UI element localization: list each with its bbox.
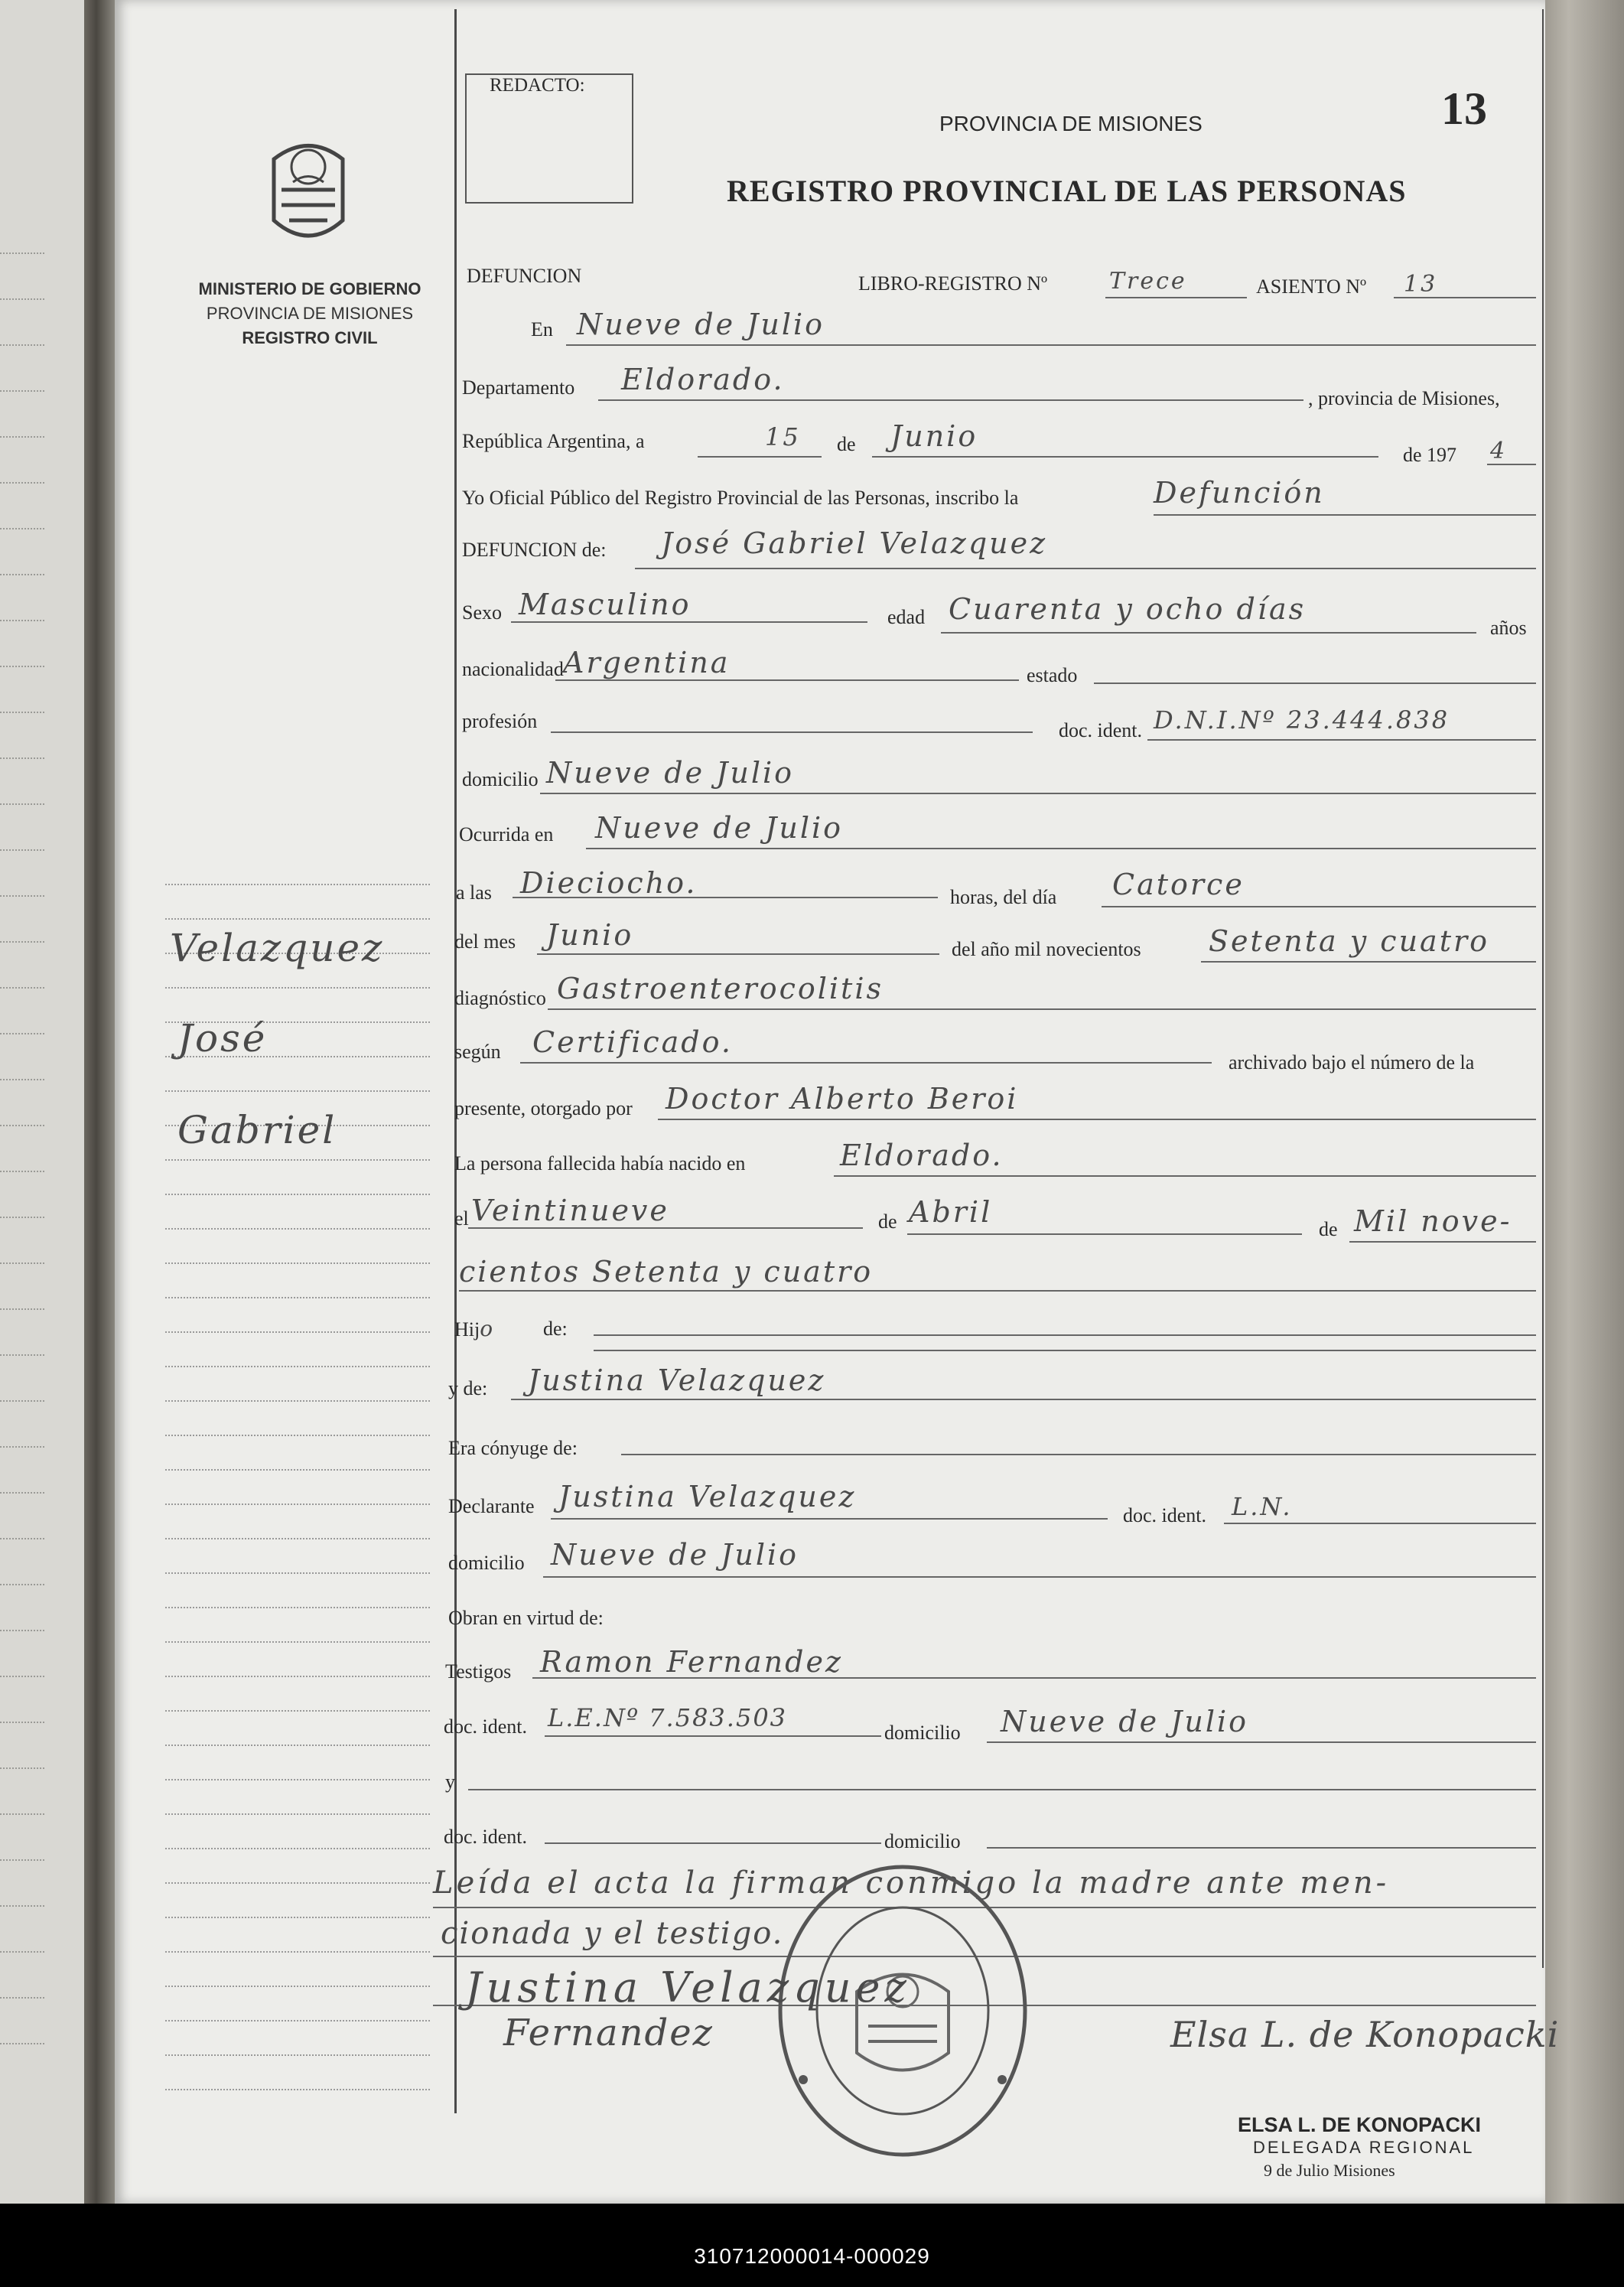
departamento-value: Eldorado. [621,363,785,396]
estado-label: estado [1027,664,1078,686]
nacido-value: Eldorado. [840,1139,1004,1172]
day-value: 15 [765,422,801,451]
testigo-doc-label: doc. ident. [444,1715,528,1738]
ano-value: Setenta y cuatro [1209,924,1490,958]
hijo-prefix: Hij [454,1318,480,1341]
stamp-name: ELSA L. DE KONOPACKI [1238,2113,1482,2136]
testigos-label: Testigos [445,1660,512,1683]
stamp-place: 9 de Julio Misiones [1264,2161,1395,2180]
birth-month-value: Abril [909,1195,993,1229]
defuncion-de-label: DEFUNCION de: [462,539,607,561]
defuncion-label: DEFUNCION [467,265,582,287]
ministry-line-1: MINISTERIO DE GOBIERNO [198,279,421,298]
profesion-label: profesión [462,710,538,732]
sexo-label: Sexo [462,601,502,624]
de-label-3: de [1319,1218,1338,1240]
a-las-value: Dieciocho. [520,866,698,900]
en-label: En [531,318,553,340]
el-label: el [454,1207,469,1230]
y-de-value: Justina Velazquez [528,1363,826,1397]
ministry-line-3: REGISTRO CIVIL [242,328,378,347]
provincia-text: , provincia de Misiones, [1308,387,1500,409]
ocurrida-label: Ocurrida en [459,823,554,845]
domicilio-value: Nueve de Julio [546,756,795,790]
right-rule [1542,9,1544,1968]
doc-ident-label: doc. ident. [1059,719,1143,741]
nacionalidad-label: nacionalidad [462,658,564,680]
presente-value: Doctor Alberto Beroi [666,1082,1019,1116]
hijo-de-label: de: [543,1318,568,1340]
year-label: de 197 [1403,444,1457,466]
declarante-value: Justina Velazquez [558,1480,857,1513]
footer-id: 310712000014-000029 [694,2244,930,2268]
margin-note-name-2: Gabriel [177,1108,337,1152]
domicilio-2-value: Nueve de Julio [551,1538,799,1572]
declarante-label: Declarante [448,1495,535,1517]
margin-note-name-1: José [177,1016,268,1060]
closing-line-2: cionada y el testigo. [441,1916,784,1951]
closing-line-1: Leída el acta la firman conmigo la madre ante men- [433,1865,1390,1901]
signature-left [465,1963,911,2054]
edad-value: Cuarenta y ocho días [949,592,1307,626]
defuncion-de-value: José Gabriel Velazquez [661,526,1048,560]
a-las-label: a las [456,881,492,904]
en-value: Nueve de Julio [577,308,825,341]
diagnostico-value: Gastroenterocolitis [557,972,884,1005]
signature-right: Elsa L. de Konopacki [1170,2014,1560,2055]
horas-label: horas, del día [950,886,1057,908]
registry-title: REGISTRO PROVINCIAL DE LAS PERSONAS [727,174,1407,208]
conyuge-label: Era cónyuge de: [448,1437,578,1459]
hijo-suffix: o [480,1316,493,1341]
del-ano-label: del año mil novecientos [952,938,1141,960]
testigos-value: Ramon Fernandez [540,1645,843,1679]
domicilio-label: domicilio [462,768,539,790]
left-page-edge [0,0,90,2204]
de-label: de [837,433,856,455]
asiento-value: 13 [1404,271,1438,298]
asiento-label: ASIENTO Nº [1256,275,1367,298]
year-value: 4 [1490,438,1508,464]
birth-year-value-1: Mil nove- [1354,1204,1512,1238]
ministry-block [176,277,444,350]
inscribo-value: Defunción [1154,476,1325,510]
republica-label: República Argentina, a [462,430,645,452]
signature-left-2: Fernandez [503,2012,714,2054]
doc-ident-2-label: doc. ident. [444,1826,528,1848]
dia-value: Catorce [1112,868,1245,901]
departamento-label: Departamento [462,376,575,399]
edad-label: edad [887,606,926,628]
declarante-doc-value: L.N. [1232,1492,1293,1521]
y-label: y [445,1771,455,1793]
nacionalidad-value: Argentina [563,646,731,679]
redacto-label: REDACTO: [490,75,585,96]
testigo-doc-value: L.E.Nº 7.583.503 [548,1703,788,1732]
month-value: Junio [890,419,978,453]
del-mes-label: del mes [454,930,516,953]
de-label-2: de [878,1210,897,1233]
margin-note-surname: Velazquez [170,926,385,970]
declarante-doc-label: doc. ident. [1123,1504,1207,1526]
domicilio-3-label: domicilio [884,1830,961,1852]
doc-ident-value: D.N.I.Nº 23.444.838 [1154,705,1450,735]
birth-year-value-2: cientos Setenta y cuatro [459,1255,874,1288]
libro-value: Trece [1109,268,1187,295]
signature-left-1: Justina Velazquez [465,1963,911,2012]
presente-label: presente, otorgado por [454,1097,633,1119]
diagnostico-label: diagnóstico [454,987,546,1009]
province-title: PROVINCIA DE MISIONES [939,112,1203,135]
ocurrida-value: Nueve de Julio [595,811,844,845]
right-page-edge [1545,0,1624,2204]
testigo-dom-label: domicilio [884,1722,961,1744]
hijo-label [454,1316,493,1341]
sexo-value: Masculino [519,588,692,621]
coat-of-arms-emblem [259,136,358,251]
obran-label: Obran en virtud de: [448,1607,604,1629]
testigo-dom-value: Nueve de Julio [1001,1705,1249,1738]
mes-value: Junio [546,918,634,952]
page-number: 13 [1441,83,1487,134]
el-value: Veintinueve [471,1194,669,1227]
domicilio-2-label: domicilio [448,1552,525,1574]
nacido-label: La persona fallecida había nacido en [454,1152,746,1174]
stamp-role: DELEGADA REGIONAL [1253,2138,1475,2157]
anos-label: años [1490,617,1527,639]
archivado-label: archivado bajo el número de la [1229,1051,1475,1073]
segun-label: según [454,1041,501,1063]
segun-value: Certificado. [532,1025,733,1059]
ministry-line-2: PROVINCIA DE MISIONES [206,304,414,323]
yo-oficial-text: Yo Oficial Público del Registro Provincial de las Personas, inscribo la [462,487,1019,509]
y-de-label: y de: [448,1377,488,1399]
libro-label: LIBRO-REGISTRO Nº [858,272,1048,295]
